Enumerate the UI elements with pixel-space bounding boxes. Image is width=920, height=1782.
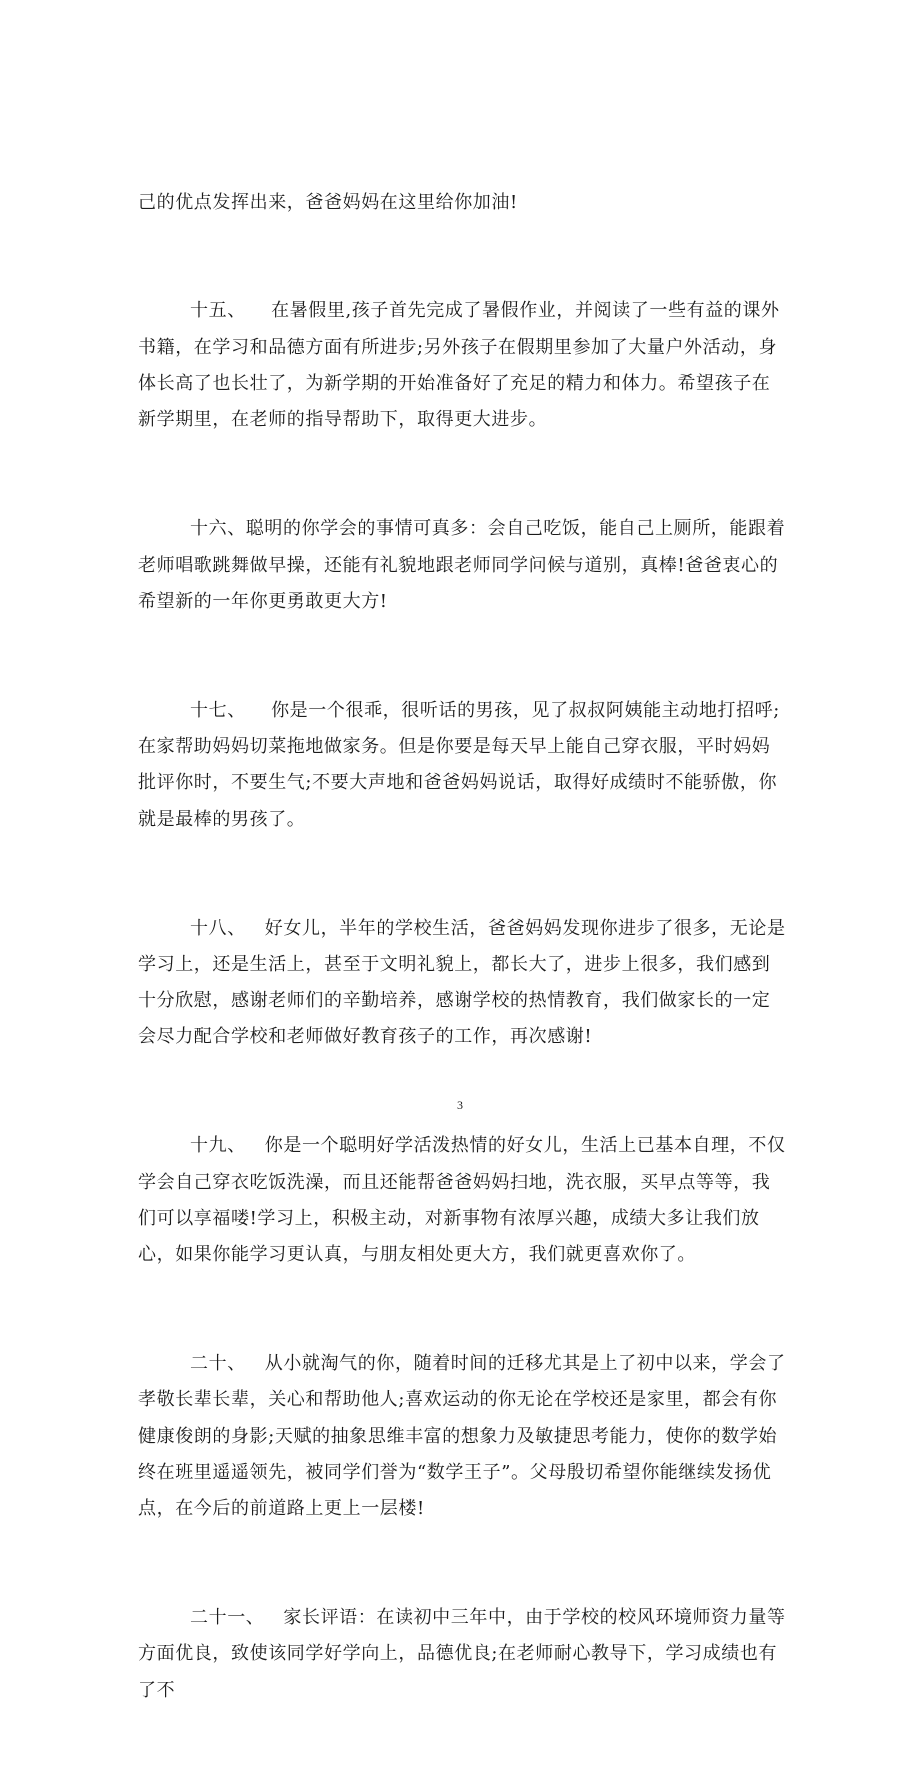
- page-number: 3: [457, 1098, 463, 1112]
- paragraph-20: [138, 1346, 786, 1527]
- paragraph-16-text: 十六、聪明的你学会的事情可真多：会自己吃饭，能自己上厕所，能跟着老师唱歌跳舞做早操，还能有礼貌地跟老师同学问候与道别，真棒!爸爸衷心的希望新的一年你更勇敢更大方!: [138, 518, 786, 612]
- paragraph-18-text: 十八、 好女儿，半年的学校生活，爸爸妈妈发现你进步了很多，无论是学习上，还是生活上，甚至于文明礼貌上，都长大了，进步上很多，我们感到十分欣慰，感谢老师们的辛勤培养，感谢学校的热情教育，我们做家长的一定会尽力配合学校和老师做好教育孩子的工作，再次感谢!: [138, 917, 786, 1048]
- paragraph-21: [138, 1600, 786, 1709]
- paragraph-16: [138, 511, 786, 620]
- paragraph-20-text: 二十、 从小就淘气的你，随着时间的迁移尤其是上了初中以来，学会了孝敬长辈长辈，关心和帮助他人;喜欢运动的你无论在学校还是家里，都会有你健康俊朗的身影;天赋的抽象思维丰富的想象力及敏捷思考能力，使你的数学始终在班里遥遥领先，被同学们誉为“数学王子”。父母殷切希望你能继续发扬优点，在今后的前道路上更上一层楼!: [138, 1353, 786, 1520]
- paragraph-19: [138, 1128, 786, 1273]
- paragraph-18: [138, 911, 786, 1056]
- paragraph-19-text: 十九、 你是一个聪明好学活泼热情的好女儿，生活上已基本自理，不仅学会自己穿衣吃饭洗澡，而且还能帮爸爸妈妈扫地，洗衣服，买早点等等，我们可以享福喽!学习上，积极主动，对新事物有浓厚兴趣，成绩大多让我们放心，如果你能学习更认真，与朋友相处更大方，我们就更喜欢你了。: [138, 1135, 786, 1266]
- paragraph-21-text: 二十一、 家长评语：在读初中三年中，由于学校的校风环境师资力量等方面优良，致使该同学好学向上，品德优良;在老师耐心教导下，学习成绩也有了不: [138, 1607, 786, 1701]
- paragraph-17-text: 十七、 你是一个很乖，很听话的男孩，见了叔叔阿姨能主动地打招呼;在家帮助妈妈切菜拖地做家务。但是你要是每天早上能自己穿衣服，平时妈妈批评你时，不要生气;不要大声地和爸爸妈妈说话，取得好成绩时不能骄傲，你就是最棒的男孩了。: [138, 699, 780, 830]
- paragraph-continued: 己的优点发挥出来，爸爸妈妈在这里给你加油!: [138, 191, 518, 213]
- paragraph-17: [138, 693, 786, 838]
- paragraph-15: [138, 293, 786, 438]
- document-body: [138, 112, 786, 1782]
- paragraph-15-text: 十五、 在暑假里,孩子首先完成了暑假作业，并阅读了一些有益的课外书籍，在学习和品德方面有所进步;另外孩子在假期里参加了大量户外活动，身体长高了也长壮了，为新学期的开始准备好了充足的精力和体力。希望孩子在新学期里，在老师的指导帮助下，取得更大进步。: [138, 300, 780, 431]
